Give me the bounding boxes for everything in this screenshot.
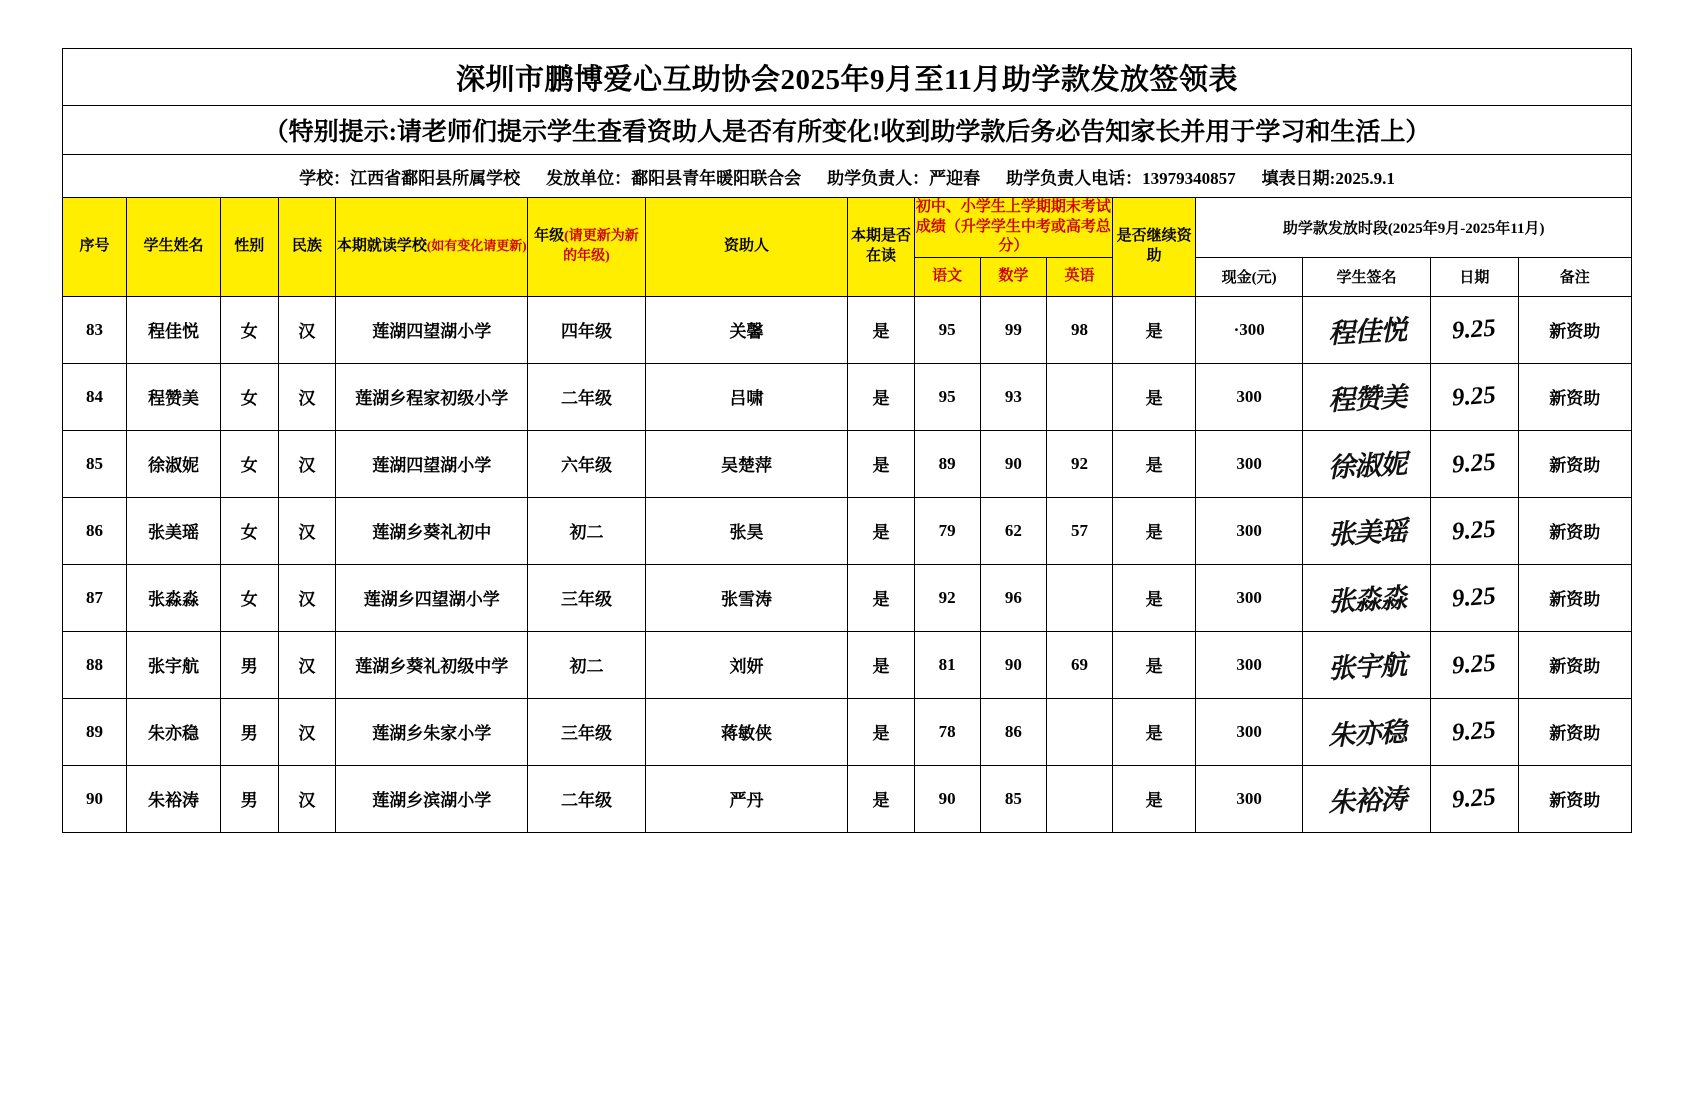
col-header-school [336, 198, 528, 297]
signature-mark: 张宇航 [1326, 649, 1407, 685]
cell-english: 92 [1046, 430, 1112, 497]
cell-signature [1303, 765, 1431, 832]
date-mark: 9.25 [1451, 582, 1498, 612]
cell-enrolled: 是 [848, 765, 914, 832]
cell-grade: 二年级 [528, 363, 645, 430]
cell-enrolled: 是 [848, 430, 914, 497]
cell-ethnicity: 汉 [278, 363, 336, 430]
col-header-school-note: (如有变化请更新) [426, 238, 527, 253]
cell-remark: 新资助 [1518, 698, 1631, 765]
cell-math: 86 [980, 698, 1046, 765]
cell-grade: 三年级 [528, 698, 645, 765]
cell-date [1431, 363, 1519, 430]
table-row [63, 564, 1632, 631]
cell-sponsor: 刘妍 [645, 631, 848, 698]
col-header-grade-main: 年级 [534, 228, 565, 245]
col-header-gender: 性别 [220, 198, 278, 297]
school-label: 学校： [299, 168, 351, 188]
col-header-ethnicity: 民族 [278, 198, 336, 297]
unit-label: 发放单位： [546, 168, 632, 188]
cell-grade: 初二 [528, 631, 645, 698]
cell-signature [1303, 296, 1431, 363]
cell-math: 96 [980, 564, 1046, 631]
cell-enrolled: 是 [848, 631, 914, 698]
cell-continue: 是 [1113, 363, 1196, 430]
officer-info [827, 164, 980, 189]
info-bar [63, 155, 1632, 198]
cell-name: 张淼淼 [127, 564, 221, 631]
cell-date [1431, 631, 1519, 698]
officer-label: 助学负责人： [827, 168, 930, 188]
cell-math: 85 [980, 765, 1046, 832]
cell-gender: 女 [220, 430, 278, 497]
cell-chinese: 92 [914, 564, 980, 631]
cell-school: 莲湖四望湖小学 [336, 296, 528, 363]
cell-index: 87 [63, 564, 127, 631]
cell-date [1431, 698, 1519, 765]
cell-enrolled: 是 [848, 296, 914, 363]
cell-name: 程佳悦 [127, 296, 221, 363]
cell-date [1431, 564, 1519, 631]
cell-signature [1303, 363, 1431, 430]
cell-chinese: 95 [914, 296, 980, 363]
col-header-math: 数学 [980, 257, 1046, 296]
cell-gender: 女 [220, 497, 278, 564]
cell-signature [1303, 698, 1431, 765]
cell-sponsor: 吴楚萍 [645, 430, 848, 497]
col-header-school-main: 本期就读学校 [336, 238, 427, 254]
cell-remark: 新资助 [1518, 765, 1631, 832]
date-mark: 9.25 [1451, 515, 1498, 545]
col-header-sponsor: 资助人 [645, 198, 848, 297]
table-row [63, 698, 1632, 765]
col-header-enrolled: 本期是否在读 [848, 198, 914, 297]
signature-mark: 程佳悦 [1326, 314, 1407, 350]
header-row-1 [63, 198, 1632, 258]
cell-math: 99 [980, 296, 1046, 363]
cell-enrolled: 是 [848, 564, 914, 631]
cell-cash: 300 [1196, 564, 1303, 631]
cell-index: 86 [63, 497, 127, 564]
cell-sponsor: 关馨 [645, 296, 848, 363]
filldate-value: 2025.9.1 [1335, 168, 1395, 188]
school-info [299, 164, 520, 189]
cell-english: 98 [1046, 296, 1112, 363]
cell-continue: 是 [1113, 698, 1196, 765]
cell-sponsor: 严丹 [645, 765, 848, 832]
col-header-payment-group: 助学款发放时段(2025年9月-2025年11月) [1196, 198, 1632, 258]
cell-signature [1303, 497, 1431, 564]
cell-remark: 新资助 [1518, 296, 1631, 363]
unit-value: 鄱阳县青年暖阳联合会 [631, 168, 802, 188]
cell-cash: 300 [1196, 363, 1303, 430]
cell-continue: 是 [1113, 631, 1196, 698]
cell-signature [1303, 564, 1431, 631]
cell-continue: 是 [1113, 765, 1196, 832]
cell-date [1431, 497, 1519, 564]
signature-sheet [62, 48, 1632, 833]
date-mark: 9.25 [1451, 716, 1498, 746]
info-row [63, 155, 1632, 198]
cell-gender: 女 [220, 564, 278, 631]
table-row [63, 497, 1632, 564]
signature-mark: 朱裕涛 [1326, 783, 1407, 819]
table-row [63, 363, 1632, 430]
cell-index: 84 [63, 363, 127, 430]
cell-sponsor: 蒋敏侠 [645, 698, 848, 765]
col-header-grade-note: (请更新为新的年级) [563, 229, 639, 264]
cell-gender: 女 [220, 296, 278, 363]
cell-chinese: 95 [914, 363, 980, 430]
table-row [63, 430, 1632, 497]
date-mark: 9.25 [1451, 649, 1498, 679]
school-value: 江西省鄱阳县所属学校 [350, 168, 521, 188]
cell-gender: 男 [220, 765, 278, 832]
col-header-cash: 现金(元) [1196, 257, 1303, 296]
cell-cash: 300 [1196, 631, 1303, 698]
col-header-remark: 备注 [1518, 257, 1631, 296]
cell-school: 莲湖四望湖小学 [336, 430, 528, 497]
cell-index: 83 [63, 296, 127, 363]
col-header-grade [528, 198, 645, 297]
officer-value: 严迎春 [929, 168, 981, 188]
signature-mark: 徐淑妮 [1326, 448, 1407, 484]
cell-sponsor: 吕啸 [645, 363, 848, 430]
cell-index: 88 [63, 631, 127, 698]
cell-chinese: 89 [914, 430, 980, 497]
date-mark: 9.25 [1451, 448, 1498, 478]
col-header-chinese: 语文 [914, 257, 980, 296]
table-row [63, 765, 1632, 832]
cell-ethnicity: 汉 [278, 497, 336, 564]
cell-ethnicity: 汉 [278, 564, 336, 631]
col-header-continue: 是否继续资助 [1113, 198, 1196, 297]
cell-signature [1303, 631, 1431, 698]
title-row [63, 49, 1632, 106]
cell-math: 90 [980, 631, 1046, 698]
cell-continue: 是 [1113, 296, 1196, 363]
cell-ethnicity: 汉 [278, 698, 336, 765]
cell-english [1046, 698, 1112, 765]
cell-english: 57 [1046, 497, 1112, 564]
cell-sponsor: 张雪涛 [645, 564, 848, 631]
col-header-name: 学生姓名 [127, 198, 221, 297]
cell-english: 69 [1046, 631, 1112, 698]
cell-date [1431, 296, 1519, 363]
cell-name: 张宇航 [127, 631, 221, 698]
cell-grade: 二年级 [528, 765, 645, 832]
cell-ethnicity: 汉 [278, 296, 336, 363]
cell-school: 莲湖乡程家初级小学 [336, 363, 528, 430]
date-mark: 9.25 [1451, 314, 1498, 344]
cell-chinese: 78 [914, 698, 980, 765]
cell-school: 莲湖乡四望湖小学 [336, 564, 528, 631]
unit-info [546, 164, 801, 189]
phone-info [1006, 164, 1236, 189]
cell-signature [1303, 430, 1431, 497]
cell-chinese: 90 [914, 765, 980, 832]
cell-school: 莲湖乡葵礼初中 [336, 497, 528, 564]
cell-date [1431, 765, 1519, 832]
cell-english [1046, 564, 1112, 631]
cell-gender: 男 [220, 698, 278, 765]
cell-school: 莲湖乡葵礼初级中学 [336, 631, 528, 698]
cell-english [1046, 363, 1112, 430]
cell-gender: 男 [220, 631, 278, 698]
date-mark: 9.25 [1451, 783, 1498, 813]
signature-mark: 程赞美 [1326, 381, 1407, 417]
cell-cash: 300 [1196, 430, 1303, 497]
cell-name: 程赞美 [127, 363, 221, 430]
special-notice: （特别提示:请老师们提示学生查看资助人是否有所变化!收到助学款后务必告知家长并用于学习和生活上） [63, 106, 1632, 155]
cell-enrolled: 是 [848, 363, 914, 430]
cell-remark: 新资助 [1518, 363, 1631, 430]
cell-name: 朱亦稳 [127, 698, 221, 765]
cell-index: 90 [63, 765, 127, 832]
cell-name: 张美瑶 [127, 497, 221, 564]
cell-remark: 新资助 [1518, 430, 1631, 497]
phone-value: 13979340857 [1142, 168, 1236, 188]
col-header-signature: 学生签名 [1303, 257, 1431, 296]
signature-mark: 张美瑶 [1326, 515, 1407, 551]
phone-label: 助学负责人电话： [1006, 168, 1143, 188]
filldate-info [1262, 164, 1395, 189]
cell-grade: 三年级 [528, 564, 645, 631]
cell-cash: ·300 [1196, 296, 1303, 363]
cell-name: 朱裕涛 [127, 765, 221, 832]
cell-continue: 是 [1113, 430, 1196, 497]
cell-remark: 新资助 [1518, 631, 1631, 698]
cell-index: 89 [63, 698, 127, 765]
cell-cash: 300 [1196, 765, 1303, 832]
signature-mark: 朱亦稳 [1326, 716, 1407, 752]
cell-continue: 是 [1113, 497, 1196, 564]
cell-math: 62 [980, 497, 1046, 564]
col-header-index: 序号 [63, 198, 127, 297]
aid-distribution-table [62, 48, 1632, 833]
cell-ethnicity: 汉 [278, 631, 336, 698]
cell-continue: 是 [1113, 564, 1196, 631]
cell-cash: 300 [1196, 698, 1303, 765]
cell-grade: 初二 [528, 497, 645, 564]
cell-index: 85 [63, 430, 127, 497]
notice-row [63, 106, 1632, 155]
col-header-scores-group: 初中、小学生上学期期末考试成绩（升学学生中考或高考总分） [914, 198, 1112, 258]
page-title: 深圳市鹏博爱心互助协会2025年9月至11月助学款发放签领表 [63, 49, 1632, 106]
cell-grade: 四年级 [528, 296, 645, 363]
signature-mark: 张淼淼 [1326, 582, 1407, 618]
cell-remark: 新资助 [1518, 564, 1631, 631]
cell-school: 莲湖乡滨湖小学 [336, 765, 528, 832]
cell-chinese: 79 [914, 497, 980, 564]
cell-english [1046, 765, 1112, 832]
col-header-english: 英语 [1046, 257, 1112, 296]
cell-sponsor: 张昊 [645, 497, 848, 564]
cell-ethnicity: 汉 [278, 765, 336, 832]
filldate-label: 填表日期: [1261, 168, 1336, 188]
table-row [63, 296, 1632, 363]
cell-date [1431, 430, 1519, 497]
table-row [63, 631, 1632, 698]
cell-math: 90 [980, 430, 1046, 497]
col-header-date: 日期 [1431, 257, 1519, 296]
cell-school: 莲湖乡朱家小学 [336, 698, 528, 765]
cell-grade: 六年级 [528, 430, 645, 497]
cell-enrolled: 是 [848, 497, 914, 564]
cell-name: 徐淑妮 [127, 430, 221, 497]
cell-gender: 女 [220, 363, 278, 430]
cell-chinese: 81 [914, 631, 980, 698]
cell-cash: 300 [1196, 497, 1303, 564]
date-mark: 9.25 [1451, 381, 1498, 411]
cell-enrolled: 是 [848, 698, 914, 765]
cell-ethnicity: 汉 [278, 430, 336, 497]
cell-remark: 新资助 [1518, 497, 1631, 564]
cell-math: 93 [980, 363, 1046, 430]
